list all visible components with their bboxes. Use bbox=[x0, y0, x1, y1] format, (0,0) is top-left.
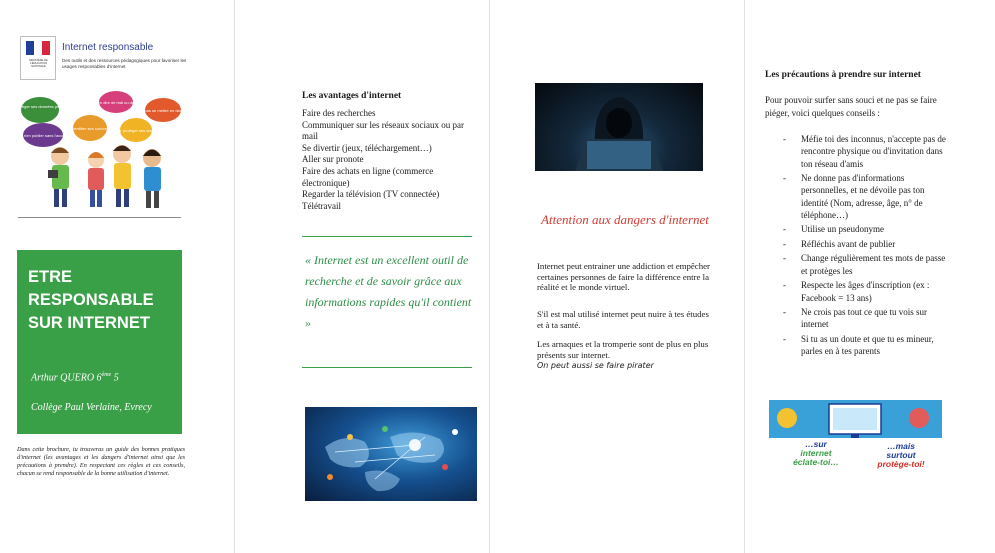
danger-paragraph: Internet peut entrainer une addiction et empêcher certaines personnes de faire la différence entre la réalité et le monde virtuel. bbox=[537, 261, 710, 292]
hooded-hacker-icon bbox=[535, 83, 703, 171]
tips-list bbox=[783, 133, 953, 360]
list-item: - Utilise un pseudonyme bbox=[783, 223, 953, 235]
world-network-image bbox=[305, 407, 477, 501]
list-item: Aller sur pronote bbox=[302, 154, 364, 165]
list-item: Télétravail bbox=[302, 200, 341, 211]
child-figure bbox=[48, 147, 69, 207]
list-item: Communiquer sur les réseaux sociaux ou par mail bbox=[302, 119, 464, 142]
children-illustration bbox=[2, 90, 188, 215]
svg-text:Savoir protéger ses données: Savoir protéger ses données bbox=[110, 128, 162, 133]
list-item: - Méfie toi des inconnus, n'accepte pas de rencontre physique ou d'invitation dans ton réseau d'amis bbox=[783, 133, 953, 170]
advantages-panel bbox=[235, 0, 490, 553]
hacker-image bbox=[535, 83, 703, 171]
handwritten-note: On peut aussi se faire pirater bbox=[537, 361, 654, 370]
precautions-panel bbox=[745, 0, 995, 553]
danger-paragraph: Les arnaques et la tromperie sont de plus en plus présents sur internet. bbox=[537, 339, 709, 360]
cover-panel bbox=[0, 0, 235, 553]
intro-note: Dans cette brochure, tu trouveras un guide des bonnes pratiques d'internet (les avantages et les dangers d'internet ainsi que les précautions à prendre). En respectant ces règles et ces conseils, chacun se rend responsable de la bonne utilisation d'internet. bbox=[17, 446, 185, 477]
child-figure bbox=[113, 145, 131, 207]
globe-network-icon bbox=[305, 407, 477, 501]
list-item: Faire des recherches bbox=[302, 108, 376, 118]
child-figure bbox=[143, 149, 161, 208]
svg-text:Ne pas se mettre en danger: Ne pas se mettre en danger bbox=[138, 108, 188, 113]
divider bbox=[302, 236, 472, 237]
speech-bubble bbox=[18, 123, 68, 147]
list-item: Faire des achats en ligne (commerce électronique) bbox=[302, 165, 434, 188]
french-flag-icon bbox=[26, 41, 50, 55]
speech-bubble bbox=[3, 97, 78, 123]
ministry-name: MINISTÈRE DE L'ÉDUCATION NATIONALE bbox=[29, 59, 48, 68]
list-item: - Change régulièrement tes mots de passe et protèges les bbox=[783, 252, 953, 277]
internet-quote: « Internet est un excellent outil de recherche et de savoir grâce aux informations rapides qu'il contient » bbox=[305, 253, 472, 330]
advantages-heading: Les avantages d'internet bbox=[302, 91, 402, 101]
protect-yourself-banner bbox=[769, 400, 942, 472]
child-figure bbox=[88, 152, 104, 207]
dangers-title: Attention aux dangers d'internet bbox=[541, 212, 709, 227]
svg-text:Identifier ses sources: Identifier ses sources bbox=[71, 126, 109, 131]
list-item: - Respecte les âges d'inscription (ex : Facebook = 13 ans) bbox=[783, 279, 953, 304]
precautions-intro: Pour pouvoir surfer sans souci et ne pas se faire piéger, voici quelques conseils : bbox=[765, 95, 937, 118]
list-item: - Ne donne pas d'informations personnelles, et ne dévoile pas ton identité (Nom, adresse, âge, n° de téléphone…) bbox=[783, 172, 953, 221]
banner-right-text: …mais surtout protège-toi! bbox=[877, 441, 925, 469]
advantages-list bbox=[302, 108, 482, 212]
list-item: Se divertir (jeux, téléchargement…) bbox=[302, 142, 432, 153]
brand-title: Internet responsable bbox=[62, 42, 154, 53]
speech-bubble bbox=[110, 118, 161, 142]
speech-bubble bbox=[138, 98, 188, 122]
list-item: - Si tu as un doute et que tu es mineur, parles en à tes parents bbox=[783, 333, 953, 358]
brochure-title: ETRE RESPONSABLE SUR INTERNET bbox=[28, 268, 154, 332]
dangers-panel bbox=[490, 0, 745, 553]
svg-text:Savoir protéger ses données pe: Savoir protéger ses données personnelles bbox=[2, 104, 78, 109]
svg-text:Ne rien publier sans l'accord: Ne rien publier sans l'accord bbox=[17, 133, 69, 138]
brand-subtitle: Des outils et des ressources pédagogiques pour favoriser les usages responsables d'internet bbox=[62, 58, 187, 69]
title-block bbox=[17, 250, 182, 434]
speech-bubble bbox=[89, 91, 143, 113]
precautions-heading: Les précautions à prendre sur internet bbox=[765, 70, 921, 80]
list-item: Regarder la télévision (TV connectée) bbox=[302, 189, 440, 200]
school-name: Collège Paul Verlaine, Evrecy bbox=[31, 402, 152, 413]
banner-left-text: …sur internet éclate-toi… bbox=[793, 439, 839, 467]
list-item: - Réfléchis avant de publier bbox=[783, 238, 953, 250]
speech-bubble bbox=[71, 115, 109, 141]
svg-text:Ne rien dire de mal ou de faux: Ne rien dire de mal ou de faux bbox=[89, 100, 143, 105]
danger-paragraph: S'il est mal utilisé internet peut nuire à tes études et à ta santé. bbox=[537, 309, 709, 330]
marianne-logo bbox=[20, 36, 56, 80]
author-name: Arthur QUERO 6ème 5 bbox=[31, 372, 119, 384]
divider bbox=[302, 367, 472, 368]
divider bbox=[18, 217, 181, 218]
list-item: - Ne crois pas tout ce que tu vois sur internet bbox=[783, 306, 953, 331]
ministry-logo bbox=[20, 36, 187, 86]
